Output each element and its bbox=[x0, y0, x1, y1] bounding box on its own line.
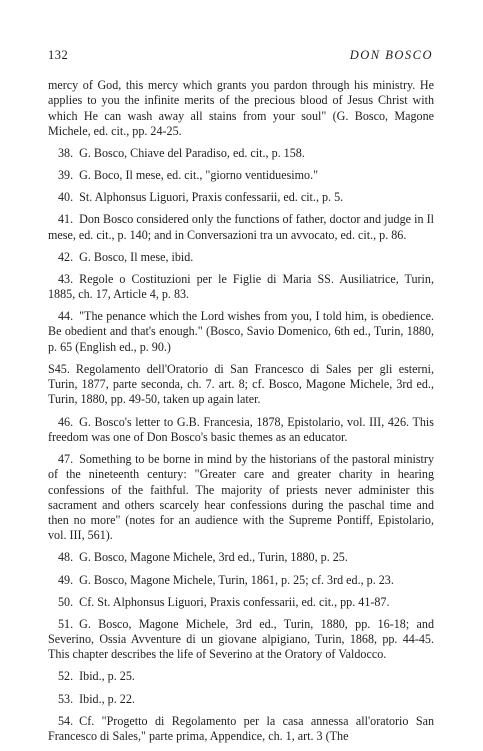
note-text: Cf. St. Alphonsus Liguori, Praxis confessarii, ed. cit., pp. 41-87. bbox=[79, 594, 390, 609]
page-number: 132 bbox=[48, 48, 69, 62]
note-number: 51. bbox=[58, 616, 74, 631]
note-text: G. Bosco, Il mese, ibid. bbox=[79, 249, 194, 264]
continued-note-text: mercy of God, this mercy which grants you pardon through his ministry. He applies to you the infinite merits of the precious blood of Jesus Christ with which He can wash away all stains from your soul" (G. Bosco, Magone Michele, ed. cit., pp. 24-25. bbox=[48, 78, 434, 138]
note-text: Don Bosco considered only the functions of father, doctor and judge in Il mese, ed. cit., p. 140; and in Conversazioni tra un avvocato, ed. cit., p. 86. bbox=[48, 212, 434, 242]
endnote bbox=[48, 250, 434, 265]
note-text: G. Boco, Il mese, ed. cit., "giorno ventiduesimo." bbox=[79, 168, 319, 183]
endnote bbox=[48, 573, 434, 588]
note-text: Ibid., p. 25. bbox=[79, 669, 135, 684]
endnote bbox=[48, 272, 434, 303]
note-text: G. Bosco, Chiave del Paradiso, ed. cit., p. 158. bbox=[79, 145, 305, 160]
endnote bbox=[48, 595, 434, 610]
page-header bbox=[48, 48, 433, 64]
note-number: 47. bbox=[58, 451, 74, 466]
endnote bbox=[48, 146, 434, 161]
note-text: G. Bosco, Magone Michele, Turin, 1861, p. 25; cf. 3rd ed., p. 23. bbox=[79, 572, 394, 587]
note-text: Regole o Costituzioni per le Figlie di Maria SS. Ausiliatrice, Turin, 1885, ch. 17, Article 4, p. 83. bbox=[48, 271, 434, 302]
note-number: 52. bbox=[58, 669, 74, 684]
note-text: Cf. "Progetto di Regolamento per la casa annessa all'oratorio San Francesco di Sales," parte prima, Appendice, ch. 1, art. 3 (The bbox=[48, 713, 434, 743]
note-number: 42. bbox=[58, 249, 74, 264]
endnote bbox=[48, 550, 434, 565]
note-text: Something to be borne in mind by the historians of the pastoral ministry of the nineteenth century: "Greater care and greater charity in hearing confessions of the faithful. The majority of priests never administer this sacrament and others scarcely hear confessions during the paschal time and then no more" (notes for an audience with the Supreme Pontiff, Epistolario, vol. III, 561). bbox=[48, 451, 434, 543]
note-text: "The penance which the Lord wishes from you, I told him, is obedience. Be obedient and that's enough." (Bosco, Savio Domenico, 6th ed., Turin, 1880, p. 65 (English ed., p. 90.) bbox=[48, 309, 434, 354]
note-number: 39. bbox=[58, 168, 74, 183]
note-text: G. Bosco, Magone Michele, 3rd ed., Turin, 1880, p. 25. bbox=[79, 550, 348, 565]
note-text: Ibid., p. 22. bbox=[79, 691, 135, 706]
running-title: DON BOSCO bbox=[349, 48, 433, 62]
endnote bbox=[48, 168, 434, 183]
endnote bbox=[48, 212, 434, 243]
note-number: S45. bbox=[48, 361, 70, 376]
endnote bbox=[48, 692, 434, 707]
endnote bbox=[48, 452, 434, 544]
note-number: 49. bbox=[58, 572, 74, 587]
endnote bbox=[48, 415, 434, 446]
note-number: 44. bbox=[58, 309, 74, 324]
note-number: 38. bbox=[58, 145, 74, 160]
note-number: 43. bbox=[58, 271, 74, 286]
note-number: 54. bbox=[58, 713, 74, 728]
note-number: 41. bbox=[58, 212, 74, 227]
note-number: 40. bbox=[58, 190, 74, 205]
endnote bbox=[48, 190, 434, 205]
note-number: 50. bbox=[58, 594, 74, 609]
note-number: 48. bbox=[58, 550, 74, 565]
endnote bbox=[48, 714, 434, 745]
note-text: G. Bosco, Magone Michele, 3rd ed., Turin, 1880, pp. 16-18; and Severino, Ossia Avventure di un giovane alpigiano, Turin, 1868, pp. 44-45. This chapter describes the life of Severino at the Oratory of Valdocco. bbox=[48, 616, 434, 662]
note-number: 46. bbox=[58, 414, 74, 429]
note-text: G. Bosco's letter to G.B. Francesia, 1878, Epistolario, vol. III, 426. This freedom was one of Don Bosco's basic themes as an educator. bbox=[48, 414, 434, 444]
endnote bbox=[48, 617, 434, 663]
note-number: 53. bbox=[58, 691, 74, 706]
note-text: Regolamento dell'Oratorio di San Francesco di Sales per gli esterni, Turin, 1877, parte seconda, ch. 7. art. 8; cf. Bosco, Magone Michele, 3rd ed., Turin, 1880, pp. 49-50, taken up again later. bbox=[48, 361, 434, 407]
endnote bbox=[48, 669, 434, 684]
endnotes bbox=[48, 78, 434, 751]
endnote bbox=[48, 309, 434, 355]
endnote bbox=[48, 362, 434, 408]
note-text: St. Alphonsus Liguori, Praxis confessarii, ed. cit., p. 5. bbox=[79, 190, 344, 205]
